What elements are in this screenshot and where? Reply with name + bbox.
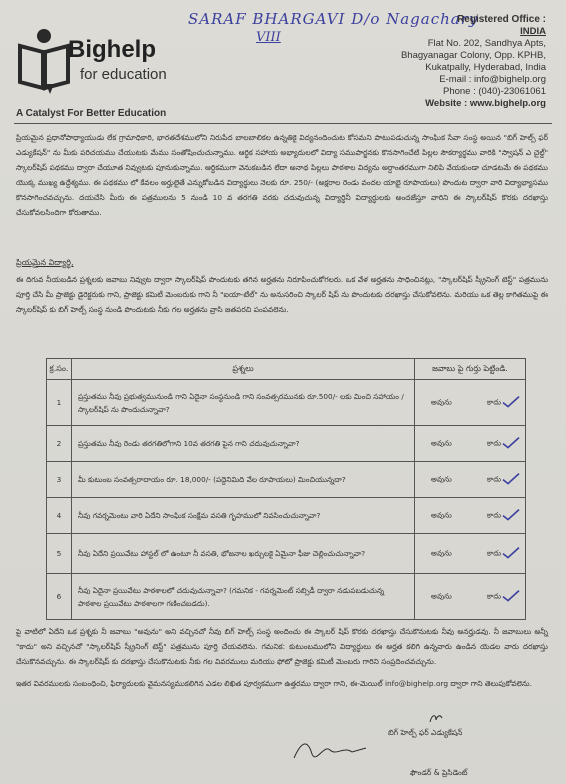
- header-question: ప్రశ్నలు: [72, 359, 415, 380]
- answer-cell[interactable]: [415, 462, 526, 498]
- office-phone: Phone : (040)-23061061: [443, 86, 546, 97]
- question-text: నీవు గవర్నమెంటు వారి ఏదేని సాంఘిక సంక్షేమ వసతి గృహములో నివసించుచున్నావా?: [72, 498, 415, 534]
- contact-note: ఇతర వివరములకు సంబంధించి, ఫిర్యాదులకు వైమనస్యముకలిగిన ఎడల లిఖిత పూర్వకముగా ఉత్తరము ద్వారా గాని, ఈ-మెయిల్ info@bighelp.org ద్వారా గాని తెలుపుకోవలెను.: [16, 679, 532, 688]
- header-divider: [14, 123, 552, 124]
- handwritten-class: VIII: [256, 30, 281, 45]
- intro-paragraph: ప్రియమైన ప్రధానోపాధ్యాయుడు లేక గ్రామాధికారి, భారతదేశములోని నిరుపేద బాలబాలికల ఉన్నతికై విద్యనందించుట కోసమని పాటుపడుచున్న సాంఘిక సేవా సంస్థ అయిన "బిగ్ హెల్ప్ ఫర్ ఎడ్యుకేషన్" ను మీకు పరిచయము చేయుటకు మేము సంతోషించుచున్నాము. ఆర్థిక సహాయ అభ్యాదులలో విద్యా సముపార్జనకు కొనసాగించేటి పిల్లల సౌకర్యార్థము వారికి "స్వాషన్ ఎ చైల్డ్" స్కాలర్‌షిప్ పథకము ద్వారా చేయూత నివ్వుటకు పూనుకున్నాము. ఆర్థికముగా వెనుకబడిన లేదా అనాథ పిల్లలు పాఠశాల విద్యను అర్ధాంతరముగా నిలిపి వేయకుండా చూడటమే ఈ పథకము యొక్క ముఖ్య ఉద్దేశ్యము. ఈ పథకము లో కేవలం అర్హులైతే ఎన్నుకోబడిన విద్యార్థులు నెలకు రూ. 250/- (అక్షరాల రెండు వందల యాభై రూపాయలు) పొందుట ద్వారా వారి విద్యాభ్యాసము కొనసాగించవచ్చును. దయచేసి మీరు ఈ పత్రములను 5 నుండి 10 వ తరగతి వరకు చదువుచున్న విద్యార్థినీ విద్యార్థులకు అందజేస్తూ వారిని ఈ స్కాలర్‌షిప్ కొరకు దరఖాస్తు చేసుకోవలసిందిగా కోరుతాము.: [16, 133, 548, 217]
- answer-yes: అవును: [431, 510, 452, 519]
- tick-mark-icon: [501, 545, 521, 559]
- answer-cell[interactable]: [415, 380, 526, 426]
- brand-name: Bighelp: [68, 36, 156, 63]
- handwritten-student-name: SARAF BHARGAVI D/o Nagachary: [188, 10, 479, 28]
- student-instructions: ఈ దిగువ నీయబడిన ప్రశ్నలకు జవాబు నివ్వుట ద్వారా స్కాలర్‌షిప్ పొందుటకు తగిన అర్హతను నిరూపించుకోగలరు. ఒక వేళ అర్హతను సాధించినట్లు, "స్కాలర్‌షిప్ స్క్రీనింగ్ టెస్ట్" పత్రమును పూర్తి చేసి మీ ప్రాజెక్టు డైరెక్టరుకు గాని, ప్రాజెక్టు కమిటీ మెంబరుకు గాని నీ "ఐయా-టేల్" ను అనుసరించి స్కాలర్ షిప్ ను పొందుటకు దరఖాస్తు చేసుకోవలెను. మరియు ఒక తెల్ల కాగితముపై ఈ స్కాలర్‌షిప్ కు బిగ్ హెల్ప్ సంస్థ నుండి పొందుటకు నీకు గల అర్హతను వ్రాసి జతపరచి పంపవలెను.: [16, 275, 548, 314]
- office-address-line: Flat No. 202, Sandhya Apts,: [427, 38, 546, 49]
- office-website: Website : www.bighelp.org: [425, 98, 546, 109]
- answer-no: కాదు: [487, 397, 502, 406]
- row-number: 5: [47, 534, 72, 574]
- answer-no: కాదు: [487, 548, 502, 557]
- answer-yes: అవును: [431, 397, 452, 406]
- question-text: ప్రస్తుతము నీవు ప్రభుత్వమునుండి గాని ఏదైనా సంస్థనుండి గాని సంవత్సరమునకు రూ.500/- లకు మించి సహాయం / స్కాలర్‌షిప్ ను పొందుచున్నావా?: [72, 380, 415, 426]
- office-email: E-mail : info@bighelp.org: [439, 74, 546, 85]
- header-serial: క్ర.సం.: [47, 359, 72, 380]
- answer-no: కాదు: [487, 510, 502, 519]
- row-number: 6: [47, 574, 72, 620]
- signature-designation: ఫౌండర్ & ప్రెసిడెంట్: [410, 768, 468, 777]
- office-address-line: Kukatpally, Hyderabad, India: [425, 62, 546, 73]
- answer-no: కాదు: [487, 438, 502, 447]
- tick-mark-icon: [501, 507, 521, 521]
- answer-cell[interactable]: [415, 426, 526, 462]
- answer-cell[interactable]: [415, 534, 526, 574]
- answer-yes: అవును: [431, 548, 452, 557]
- answer-cell[interactable]: [415, 498, 526, 534]
- brand-subtitle: for education: [80, 66, 167, 83]
- table-row: [47, 534, 526, 574]
- tick-mark-icon: [501, 588, 521, 602]
- question-text: మీ కుటుంబ సంవత్సరాదాయం రూ. 18,000/- (పద్దెనిమిది వేల రూపాయలు) మించియున్నదా?: [72, 462, 415, 498]
- tick-mark-icon: [501, 471, 521, 485]
- tick-mark-icon: [501, 394, 521, 408]
- tick-mark-icon: [501, 435, 521, 449]
- row-number: 1: [47, 380, 72, 426]
- question-text: నీవు ఏదైనా ప్రయివేటు పాఠశాలలో చదువుచున్నావా? (గమనిక - గవర్నమెంట్ సబ్సిడీ ద్వారా నడుపబడుచున్న పాఠశాల ప్రయివేటు పాఠశాలగా గణించబడదు).: [72, 574, 415, 620]
- question-text: ప్రస్తుతము నీవు రెండు తరగతిలోగాని 10వ తరగతి పైన గాని చదువుచున్నావా?: [72, 426, 415, 462]
- answer-yes: అవును: [431, 438, 452, 447]
- answer-cell[interactable]: [415, 574, 526, 620]
- office-address-line: Bhagyanagar Colony, Opp. KPHB,: [400, 50, 546, 61]
- eligibility-note: పై వాటిలో ఏదేని ఒక ప్రశ్నకు నీ జవాబు "అవును" అని వచ్చినచో నీవు బిగ్ హెల్ప్ సంస్థ అందించు ఈ స్కాలర్ షిప్ కొరకు దరఖాస్తు చేసుకొనుటకు నీవు అనర్హుడవు. నీ జవాబులు అన్నీ "కాదు" అని వచ్చినచో "స్కాలర్‌షిప్ స్క్రీనింగ్ టెస్ట్" పత్రమును పూర్తి చేయవలెను. గమనిక: కుటుంబములోని విద్యార్థులు ఈ అర్హత కలిగి ఉన్నవారు ఉండిన యెడల వారు దరఖాస్తు చేసుకొనవచ్చును. ఈ స్కాలర్‌షిప్ కు దరఖాస్తు చేసుకొనుటకు నీకు గల వివరములు మరియు ఫోటో ప్రాజెక్టు కమిటీ మెంబరు గారిని సంప్రదించవచ్చును.: [16, 627, 548, 666]
- table-row: [47, 426, 526, 462]
- answer-yes: అవును: [431, 474, 452, 483]
- row-number: 3: [47, 462, 72, 498]
- question-text: నీవు ఏదేని ప్రయివేటు హాస్టల్ లో ఉంటూ నీ వసతి, భోజనాల ఖర్చులకై ఏమైనా ఫీజు చెల్లించుచున్నావా?: [72, 534, 415, 574]
- table-row: [47, 498, 526, 534]
- table-row: [47, 380, 526, 426]
- student-salutation: ప్రియమైన విద్యార్థి,: [16, 258, 74, 267]
- answer-no: కాదు: [487, 591, 502, 600]
- answer-no: కాదు: [487, 474, 502, 483]
- table-row: [47, 574, 526, 620]
- answer-yes: అవును: [431, 591, 452, 600]
- row-number: 2: [47, 426, 72, 462]
- eligibility-questions-table: [46, 358, 526, 620]
- office-country: INDIA: [520, 26, 546, 37]
- row-number: 4: [47, 498, 72, 534]
- brand-tagline: A Catalyst For Better Education: [16, 108, 167, 119]
- registered-office-block: [401, 14, 546, 110]
- signature-organisation: బిగ్ హెల్ప్ ఫర్ ఎడ్యుకేషన్: [388, 728, 463, 737]
- handwritten-signature: [290, 736, 370, 766]
- office-heading: Registered Office :: [457, 14, 546, 25]
- signature-initial-mark: [428, 712, 444, 724]
- table-header-row: [47, 359, 526, 380]
- table-row: [47, 462, 526, 498]
- header-answer: జవాబు పై గుర్తు పెట్టిండి.: [415, 359, 526, 380]
